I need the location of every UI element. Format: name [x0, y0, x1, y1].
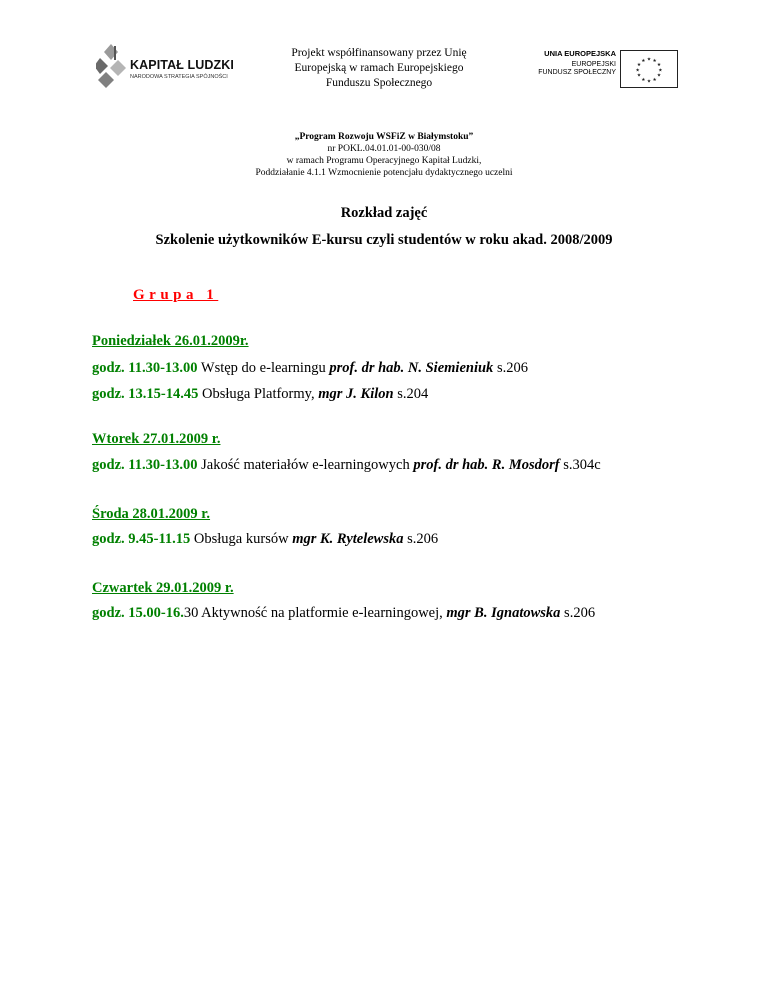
entry-time-rest: 30	[183, 605, 199, 621]
svg-text:★: ★	[636, 73, 642, 79]
eu-logo-line: UNIA EUROPEJSKA	[544, 49, 616, 58]
entry-time: godz. 9.45-11.15	[92, 531, 191, 547]
day-heading: Poniedziałek 26.01.2009r.	[92, 333, 249, 349]
schedule-entry	[92, 386, 428, 403]
svg-text:★: ★	[652, 58, 657, 64]
entry-time: godz. 11.30-13.00	[92, 360, 198, 376]
eu-logo-text	[538, 50, 616, 78]
cofinancing-line: Projekt współfinansowany przez Unię	[291, 47, 467, 59]
svg-text:★: ★	[652, 77, 657, 83]
page-subtitle: Szkolenie użytkowników E-kursu czyli studentów w roku akad. 2008/2009	[155, 232, 613, 248]
program-line: Poddziałanie 4.1.1 Wzmocnienie potencjału dydaktycznego uczelni	[255, 168, 513, 178]
entry-time: godz. 11.30-13.00	[92, 457, 198, 473]
eu-logo-line: EUROPEJSKI	[571, 60, 616, 68]
cofinancing-notice	[250, 46, 508, 91]
svg-text:★: ★	[646, 79, 652, 85]
program-title: „Program Rozwoju WSFiZ w Białymstoku”	[294, 132, 474, 142]
entry-subject: Aktywność na platformie e-learningowej,	[198, 605, 447, 621]
schedule-entry	[92, 457, 601, 474]
eu-logo-line: FUNDUSZ SPOŁECZNY	[538, 69, 616, 76]
program-line: w ramach Programu Operacyjnego Kapitał Ludzki,	[286, 156, 482, 166]
entry-subject: Obsługa Platformy,	[198, 386, 319, 402]
entry-lecturer: prof. dr hab. R. Mosdorf	[413, 457, 560, 473]
schedule-entry	[92, 605, 595, 622]
kapital-ludzki-logo	[96, 44, 246, 90]
cofinancing-line: Funduszu Społecznego	[325, 77, 433, 89]
entry-lecturer: prof. dr hab. N. Siemieniuk	[329, 360, 494, 376]
kapital-ludzki-title: KAPITAŁ LUDZKI	[130, 58, 234, 72]
schedule-entry	[92, 360, 528, 377]
entry-time: godz. 13.15-14.45	[92, 386, 199, 402]
page-title: Rozkład zajęć	[340, 205, 428, 221]
eu-logo	[532, 50, 678, 90]
entry-time: godz. 15.00-16.	[92, 605, 184, 621]
day-heading: Wtorek 27.01.2009 r.	[92, 431, 221, 447]
entry-subject: Wstęp do e-learningu	[197, 360, 330, 376]
day-heading: Czwartek 29.01.2009 r.	[92, 580, 234, 596]
kapital-ludzki-emblem-icon	[96, 44, 126, 88]
svg-text:★: ★	[658, 68, 663, 74]
svg-text:★: ★	[641, 77, 646, 83]
entry-room: s.206	[493, 360, 528, 376]
eu-flag-icon	[620, 50, 678, 88]
entry-lecturer: mgr B. Ignatowska	[446, 605, 561, 621]
program-info	[160, 131, 608, 179]
cofinancing-line: Europejską w ramach Europejskiego	[294, 62, 464, 74]
entry-room: s.204	[393, 386, 429, 402]
svg-text:★: ★	[636, 63, 642, 69]
entry-subject: Obsługa kursów	[190, 531, 293, 547]
entry-subject: Jakość materiałów e-learningowych	[197, 457, 414, 473]
day-heading: Środa 28.01.2009 r.	[92, 506, 211, 522]
kapital-ludzki-subtitle: NARODOWA STRATEGIA SPÓJNOŚCI	[130, 74, 228, 80]
entry-room: s.206	[403, 531, 439, 547]
svg-text:★: ★	[641, 58, 646, 64]
svg-text:★: ★	[646, 57, 652, 63]
entry-lecturer: mgr J. Kilon	[318, 386, 394, 402]
entry-room: s.206	[560, 605, 596, 621]
program-number: nr POKL.04.01.01-00-030/08	[327, 144, 441, 154]
svg-text:★: ★	[635, 68, 640, 74]
schedule-entry	[92, 531, 438, 548]
entry-room: s.304c	[559, 457, 601, 473]
entry-lecturer: mgr K. Rytelewska	[292, 531, 404, 547]
group-heading: Grupa 1	[133, 287, 219, 303]
svg-text:★: ★	[656, 73, 662, 79]
svg-text:★: ★	[656, 63, 662, 69]
